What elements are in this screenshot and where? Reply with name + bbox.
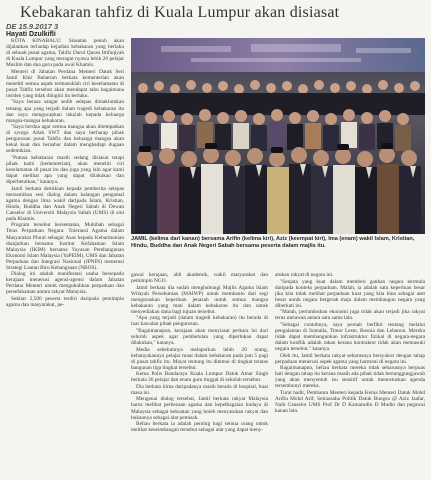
paragraph: "Apa yang terjadi (dalam tragedi kebakaran) itu berada di luar kawalan pihak pengurusan. <box>131 315 268 328</box>
paragraph: Menteri di Jabatan Perdana Menteri Datuk Seri Jamil Khir Baharom berkata kementerian akan meneliti semua aspek termasuklah ciri keselamatan di pusat Tahfiz tersebut akan mendapat tahu bagaimana insiden yang tidak diingini itu berlaku. <box>6 68 124 99</box>
byline: Hayati Dzulkifli <box>6 31 56 38</box>
paragraph: Turut hadir, Pembantu Menteri kepada Ketua Menteri Datuk Mohd Arifin Mohd Arif, Setiausaha Politik Datuk Bungsu @ Aziz Jaafar, Naib Canselor UMS Prof Dr D Kamarudin D Mudin dan pegawai kanan lain. <box>275 389 425 415</box>
paragraph: "Senjata yang kuat dalam memberi gankan negara bermula daripada konteks perpaduan. Malah, ia adalah satu keperluan besar jika kita tidak melihat perpaduan kuat yang kita bina sebagai aset besar untuk negara bergerak maju dalam membangun negara yang diberkati ini. <box>275 278 425 309</box>
paragraph: KOTA KINABALU: Siasatan penuh akan dijalankan terhadap kejadian kebakaran yang berlaku di sebuah pusat agama, Tahfiz Darul Quran Ittifaqiyah di Kuala Lumpur yang meragut nyawa lebih 20 pelajar Muslim dan dua guru pada awal Khamis. <box>6 38 124 69</box>
paragraph: Program tersebut bersematan, Muhibah sebagai Teras Perpaduan Negara: Toleransi Agama dalam Masyarakat Plural sebagai Asas kepada Kebarmonian dianjurkan bersama Institut Kefahaman Islam Malaysia (IKIM) bersama Yayasan Pembangunan Ekonomi Islam Malaysia (YaPEIM), UMS dan Jabatan Perpaduan dan Integrasi Nasional (JPNIN) menerusi Strategi Lautan Biru Kebangsaan (NBOS). <box>6 222 124 271</box>
paragraph: Media sebelumnya melaporkan lebih 20 orang, kebanyakannya pelajar maut dalam kebakaran pada jam 5 pagi di pusat tahfiz itu. Mayat rentung itu ditemui di tingkat teratas bangunan tiga tingkat tersebut. <box>131 346 268 371</box>
paragraph: Oleh itu, Jamil berkata rakyat seharusnya bersyukur dengan tahap perpaduan menerusi aspek agama yang harmoni di negara ini. <box>275 352 425 365</box>
article-column-2 <box>131 272 268 478</box>
paragraph: Sekitar 2,500 peserta terdiri daripada pemimpin agama dan masyarakat, pe- <box>6 295 124 309</box>
paragraph: "Malah, pertumbuhan ekonomi juga tidak akan terjadi jika rakyat terus melawan antara satu sama lain. <box>275 309 425 322</box>
paragraph: Ketua Polis Bandaraya Kuala Lumpur Datuk Amar Singh berkata 36 pelajar dan enam guru tinggal di sekolah tersebut. <box>131 371 268 384</box>
group-photo <box>131 38 425 234</box>
paragraph: Dialog ini adalah manifestasi usaha bersepadu kerajaan menerusi agensi-agensi dalam Jabatan Perdana Menteri untuk mengukuhkan perpaduan dan persefahaman antara rakyat Malaysia. <box>6 271 124 296</box>
paragraph: "Putusa kebakaran masih sedang disiasat tetapi pihak kami (kementerian), akan meneliti ciri keselamatan di pusat itu dan juga yang lain agar kami dapat melihat apa yang dapat dilakukan dan diperbetulkan," katanya. <box>6 154 124 186</box>
paragraph: "Saya berdoa agar semua mangsa akan ditempatkan di syurga Allah SWT dan saya berharap pihak pengurusan pusat Tahfiz dan keluarga mangsa akan kekal kuat dan bersabar dalam menghadapi dugaan sedemikian. <box>6 124 124 155</box>
article-column-1 <box>6 38 124 478</box>
paragraph: Mengenai dialog tersebut, Jamil berkata rakyat Malaysia harus melihat perbezaan agama dan kepelbagaian budaya di Malaysia sebagai kekuatan yang boleh menyatukan rakyat dan bukannya sebagai alat pemisah. <box>131 396 268 421</box>
paragraph: atukan rakyat di negara ini. <box>275 272 334 278</box>
paragraph: Dia berkata tiima daripadanya masih berada di hospital, buat masa ini. <box>131 383 268 396</box>
paragraph: Jamil berkata demikian kepada pemberita selepas merasmikan sesi dialog dalam kalangan pengamal agama dengan lima wakil daripada Islam, Kristian, Hindu, Buddha dan Anak Negeri Sabah di Dewan Canselor di Universiti Malaysia Sabah (UMS) di sini pada Khamis. <box>6 185 124 222</box>
photo-caption: JAMIL (kelima dari kanan) bersama Arifin (kelima kiri), Aziz (keempat kiri), Ima (enam) wakil Islam, Kristian, Hindu, Buddha dan Anak Negeri Sabah bersama peserta dalam majlis itu. <box>131 236 415 249</box>
paragraph: Beliau berkata ia adalah penting bagi semua orang untuk melihat keseimbangan tersebut sebagai alat yang dapat meny- <box>131 421 268 434</box>
paragraph: Jamil berkata dia sudah menghubungi Majlis Agama Islam Wilayah Persekutuan (MAIWP) untuk membantu dari segi menguruskan keperluan jenazah untuk semua mangsa kebakaran yang mati dalam kebakaran itu dan untuk menyediakan dana bagi tujuan tersebut. <box>131 284 268 315</box>
date-stamp: DE 15.9.2017 3 <box>6 22 59 31</box>
article-headline: Kebakaran tahfiz di Kuala Lumpur akan disiasat <box>20 4 340 21</box>
paragraph: "Saya berasa sangat sedih selepas dimaklumkan tentang apa yang terjadi dalam tragedi kebakaran itu dan saya mengucapkan takziah kepada keluarga mangsa-mangsa kebakaran. <box>6 99 124 124</box>
paragraph: Bagaimanapun, beliau berkata mereka tidak seharusnya berpuas hati dengan tahap itu kerana masih ada pihak tidak bertanggungjawab yang akan menyentuh isu sensitif untuk mencetuskan agenda tersembunyi mereka. <box>275 365 425 390</box>
article-column-3 <box>275 272 425 478</box>
paragraph: "Bagaimanapun, kerajaan akan menyiasat perkara ini dari seluruh aspek agar pembetulan yang diperlukan dapat dilakukan," katanya. <box>131 327 268 347</box>
paragraph: gawai kerajaan, ahli akademik, wakil masyarakat dan pemimpin NGO. <box>131 272 268 285</box>
paragraph: "Sebagai contohnya, saya pernah berfikir tentang melalui pengalaman di Somalia, Timor Leste, Bosnia dan Lebanon. Mereka tidak dapat membangunkan infrastruktur fizikal di negara-negara dalam konflik adalah rakan kerana kontraktor tidak akan memasuki negara tersebut," katanya. <box>275 321 425 353</box>
